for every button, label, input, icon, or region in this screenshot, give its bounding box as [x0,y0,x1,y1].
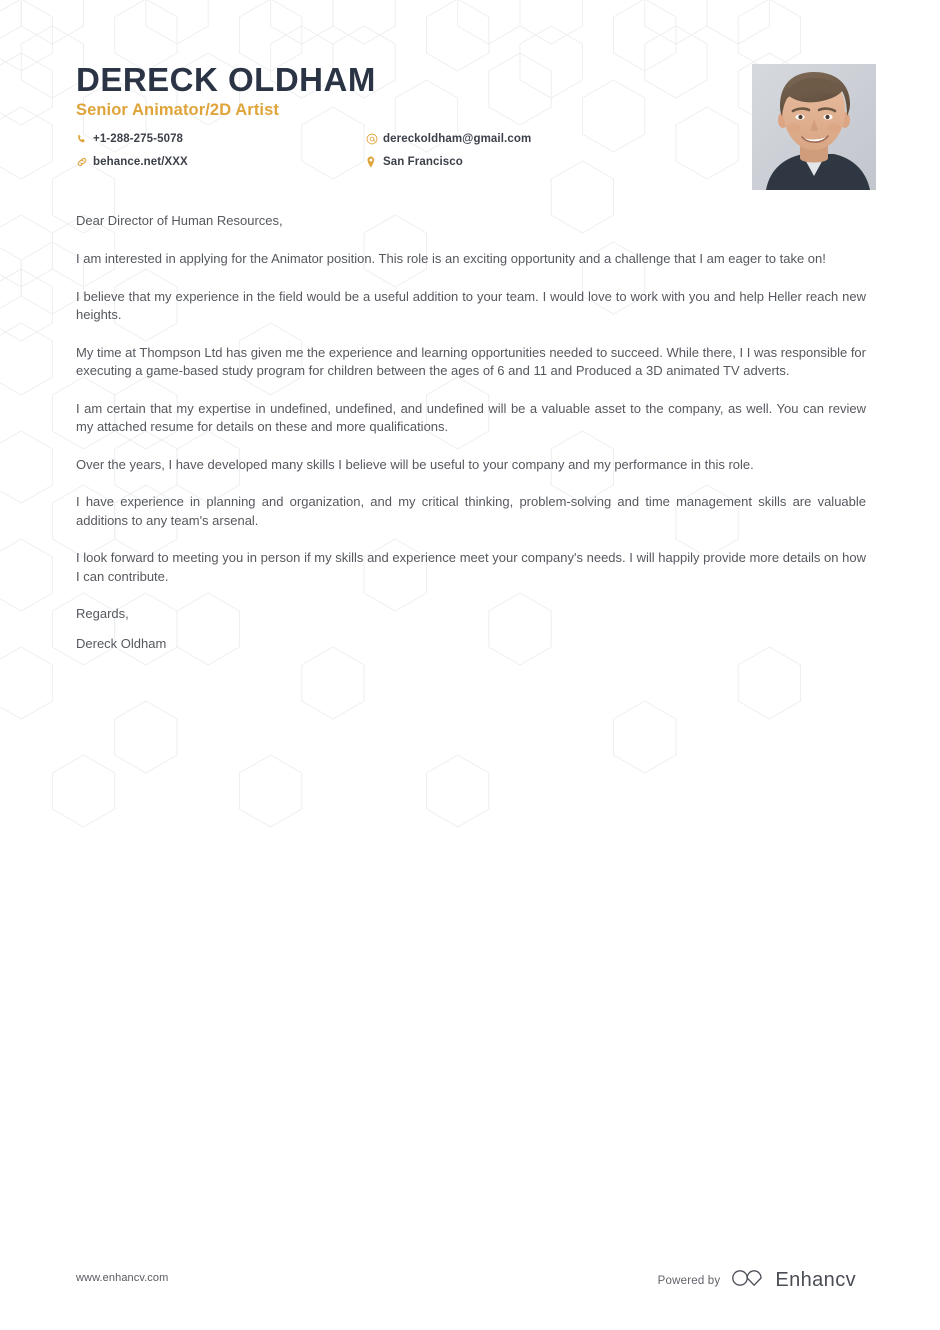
contact-location-text: San Francisco [383,156,463,169]
contact-column-left [76,129,366,175]
letter-paragraph: I am interested in applying for the Animator position. This role is an exciting opportunity and a challenge that I am eager to take on! [76,251,826,266]
powered-by-label: Powered by [657,1274,721,1287]
location-pin-icon [366,155,383,169]
contact-portfolio-text: behance.net/XXX [93,156,188,169]
signature-name: Dereck Oldham [76,635,167,651]
phone-icon [76,132,93,146]
letter-paragraph: I believe that my experience in the field would be a useful addition to your team. I would love to work with you and help Heller reach new heights. [76,288,866,322]
enhancv-logo-icon [731,1268,767,1293]
letter-paragraph: Over the years, I have developed many skills I believe will be useful to your company and my performance in this role. [76,456,754,472]
footer-website-url[interactable]: www.enhancv.com [76,1272,169,1284]
letter-paragraph: I am certain that my expertise in undefined, undefined, and undefined will be a valuable asset to the company, as well. You can review my attached resume for details on these and more qualifications. [76,400,866,434]
candidate-job-title: Senior Animator/2D Artist [76,100,279,119]
contact-details [76,129,636,175]
email-icon [366,132,383,146]
powered-by-block [658,1268,856,1293]
letter-paragraph: I have experience in planning and organization, and my critical thinking, problem-solving and time management skills are valuable additions to any team's arsenal. [76,494,866,528]
letter-body [76,212,866,653]
contact-phone-text: +1-288-275-5078 [93,133,184,146]
page-footer [0,1268,940,1292]
link-icon [76,155,93,169]
letter-paragraph: I look forward to meeting you in person if my skills and experience meet your company's needs. I will happily provide more details on how I can contribute. [76,550,866,584]
contact-location[interactable] [366,152,636,173]
contact-email-text: dereckoldham@gmail.com [383,133,532,146]
letter-paragraph: My time at Thompson Ltd has given me the experience and learning opportunities needed to succeed. While there, I I was responsible for executing a game-based study program for children between the ages of 6 and 11 and Produced a 3D animated TV adverts. [76,344,866,378]
sign-off: Regards, [76,606,129,621]
contact-column-right [366,129,636,175]
contact-email[interactable] [366,129,636,150]
contact-phone[interactable] [76,129,366,150]
enhancv-brand-name: Enhancv [775,1269,856,1291]
salutation: Dear Director of Human Resources, [76,213,283,228]
contact-portfolio-link[interactable] [76,152,366,173]
enhancv-brand[interactable] [731,1268,856,1293]
candidate-name: DERECK OLDHAM [76,61,376,98]
avatar [752,64,876,190]
